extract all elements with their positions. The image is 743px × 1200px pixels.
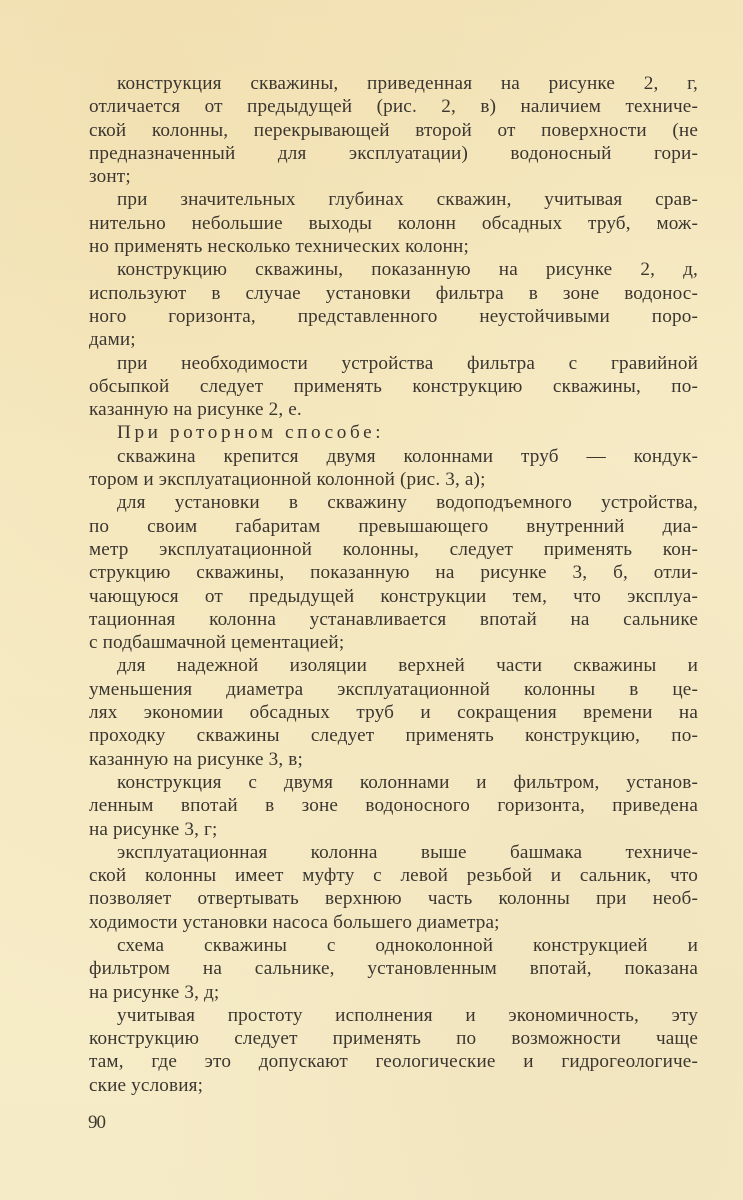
text-line: ленным впотай в зоне водоносного горизонта, приведена: [89, 795, 698, 817]
text-line: конструкция скважины, приведенная на рисунке 2, г,: [117, 73, 698, 94]
text-line: струкцию скважины, показанную на рисунке 3, б, отли-: [89, 562, 698, 584]
text-line: обсыпкой следует применять конструкцию скважины, по-: [89, 375, 698, 397]
text-line: ской колонны, перекрывающей второй от поверхности (не: [89, 119, 698, 141]
text-line: чающуюся от предыдущей конструкции тем, что эксплуа-: [89, 585, 698, 607]
text-line: учитывая простоту исполнения и экономичность, эту: [117, 1004, 698, 1026]
text-line: позволяет отвертывать верхнюю часть колонны при необ-: [89, 888, 698, 910]
text-line: лях экономии обсадных труб и сокращения времени на: [89, 702, 698, 724]
text-line: скважина крепится двумя колоннами труб — кондук-: [117, 445, 698, 467]
text-line: проходку скважины следует применять конструкцию, по-: [89, 725, 698, 747]
section-heading-line: При роторном способе:: [117, 422, 385, 444]
text-line: тором и эксплуатационной колонной (рис. 3, а);: [89, 469, 486, 491]
text-line: с подбашмачной цементацией;: [89, 632, 345, 654]
text-line: метр эксплуатационной колонны, следует применять кон-: [89, 538, 698, 560]
text-line: нительно небольшие выходы колонн обсадных труб, мож-: [89, 212, 698, 234]
text-line: предназначенный для эксплуатации) водоносный гори-: [89, 142, 698, 164]
text-line: казанную на рисунке 3, в;: [89, 748, 303, 770]
text-line: при необходимости устройства фильтра с гравийной: [117, 352, 698, 374]
text-line: там, где это допускают геологические и гидрогеологиче-: [89, 1051, 698, 1073]
text-line: на рисунке 3, д;: [89, 981, 220, 1003]
text-line: ской колонны имеет муфту с левой резьбой и сальник, что: [89, 865, 698, 887]
text-line: при значительных глубинах скважин, учитывая срав-: [117, 189, 698, 211]
page-body-text: [89, 72, 698, 1097]
text-line: отличается от предыдущей (рис. 2, в) наличием техниче-: [89, 96, 698, 118]
text-line: казанную на рисунке 2, е.: [89, 399, 302, 421]
text-line: на рисунке 3, г;: [89, 818, 218, 840]
text-line: фильтром на сальнике, установленным впотай, показана: [89, 958, 698, 980]
text-line: дами;: [89, 329, 136, 351]
text-line: тационная колонна устанавливается впотай на сальнике: [89, 608, 698, 630]
text-line: для установки в скважину водоподъемного устройства,: [117, 492, 698, 514]
page-number: 90: [88, 1112, 105, 1133]
text-line: зонт;: [89, 166, 131, 188]
text-line: уменьшения диаметра эксплуатационной колонны в це-: [89, 678, 698, 700]
text-line: конструкцию скважины, показанную на рисунке 2, д,: [117, 259, 698, 281]
text-line: ного горизонта, представленного неустойчивыми поро-: [89, 305, 698, 327]
text-line: конструкция с двумя колоннами и фильтром, установ-: [117, 771, 698, 793]
text-line: эксплуатационная колонна выше башмака техниче-: [117, 841, 698, 863]
text-line: по своим габаритам превышающего внутренний диа-: [89, 515, 698, 537]
text-line: ские условия;: [89, 1074, 204, 1096]
text-line: для надежной изоляции верхней части скважины и: [117, 655, 698, 677]
text-line: ходимости установки насоса большего диаметра;: [89, 911, 500, 933]
text-line: конструкцию следует применять по возможности чаще: [89, 1028, 698, 1050]
text-line: используют в случае установки фильтра в зоне водонос-: [89, 282, 698, 304]
text-line: но применять несколько технических колонн;: [89, 236, 469, 258]
text-line: схема скважины с одноколонной конструкцией и: [117, 934, 698, 956]
